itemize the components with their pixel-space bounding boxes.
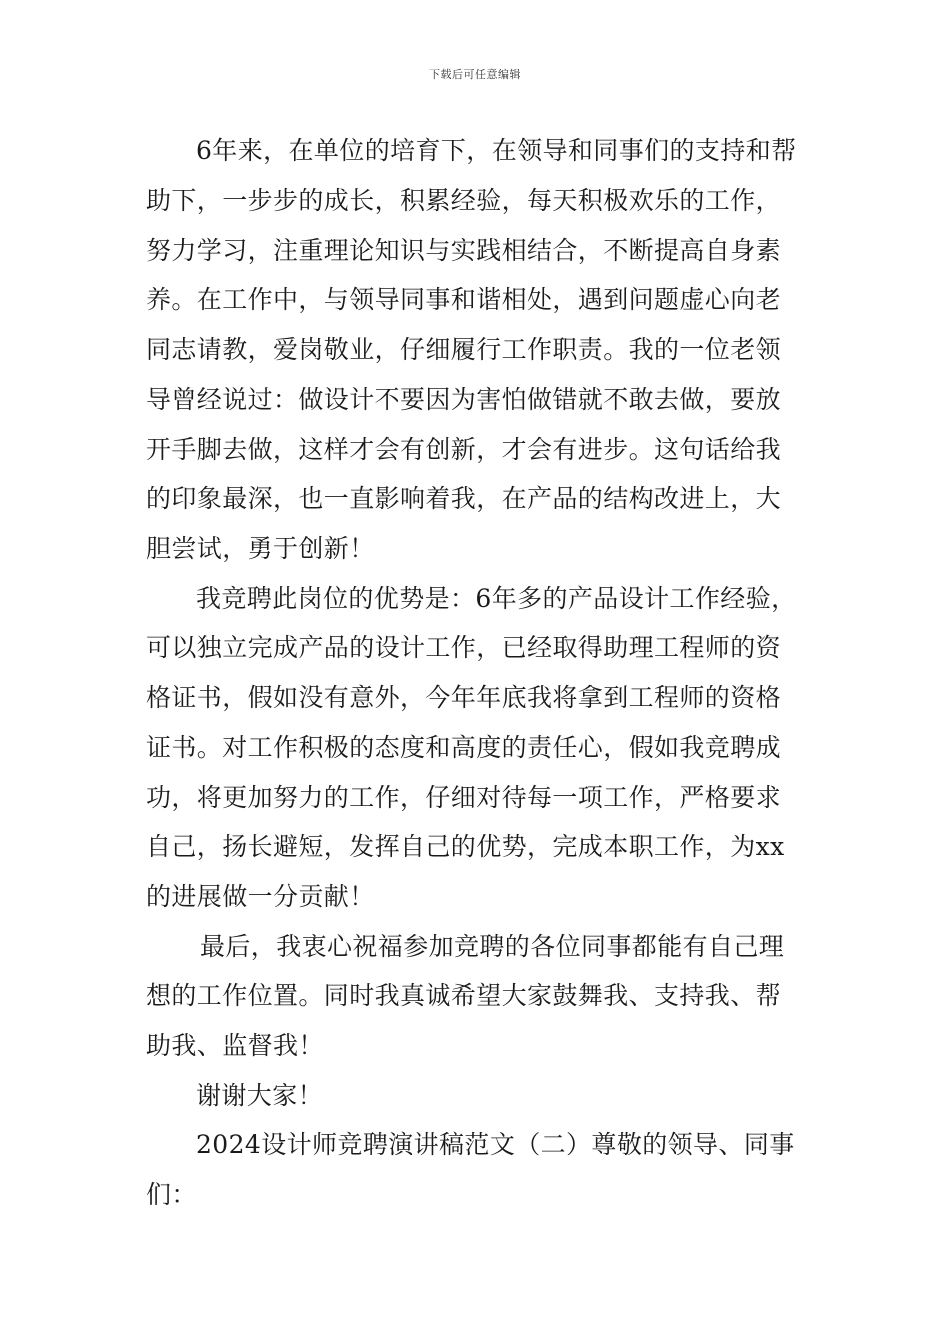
paragraph-line: 胆尝试，勇于创新！ bbox=[146, 534, 375, 563]
paragraph-line: 证书。对工作积极的态度和高度的责任心，假如我竞聘成 bbox=[146, 733, 782, 762]
paragraph-line: 自己，扬长避短，发挥自己的优势，完成本职工作，为xx bbox=[146, 832, 785, 861]
paragraph-line: 助我、监督我！ bbox=[146, 1031, 324, 1060]
paragraph-line: 最后，我衷心祝福参加竞聘的各位同事都能有自己理 bbox=[200, 932, 785, 961]
paragraph-line: 的进展做一分贡献！ bbox=[146, 882, 375, 911]
paragraph-line: 们： bbox=[146, 1180, 197, 1209]
paragraph-line: 开手脚去做，这样才会有创新，才会有进步。这句话给我 bbox=[146, 435, 782, 464]
page-header: 下载后可任意编辑 bbox=[429, 68, 521, 81]
paragraph-line: 养。在工作中，与领导同事和谐相处，遇到问题虚心向老 bbox=[146, 285, 782, 314]
paragraph-line: 谢谢大家！ bbox=[196, 1081, 324, 1110]
paragraph-line: 的印象最深，也一直影响着我，在产品的结构改进上，大 bbox=[146, 484, 782, 513]
paragraph-line: 想的工作位置。同时我真诚希望大家鼓舞我、支持我、帮 bbox=[146, 981, 782, 1010]
paragraph-line: 2024设计师竞聘演讲稿范文（二）尊敬的领导、同事 bbox=[196, 1130, 795, 1159]
paragraph-line: 同志请教，爱岗敬业，仔细履行工作职责。我的一位老领 bbox=[146, 335, 782, 364]
paragraph-line: 我竞聘此岗位的优势是：6年多的产品设计工作经验， bbox=[196, 584, 797, 613]
paragraph-line: 助下，一步步的成长，积累经验，每天积极欢乐的工作， bbox=[146, 186, 782, 215]
paragraph-line: 导曾经说过：做设计不要因为害怕做错就不敢去做，要放 bbox=[146, 385, 782, 414]
paragraph-line: 可以独立完成产品的设计工作，已经取得助理工程师的资 bbox=[146, 633, 782, 662]
paragraph-line: 6年来，在单位的培育下，在领导和同事们的支持和帮 bbox=[196, 136, 797, 165]
paragraph-line: 功，将更加努力的工作，仔细对待每一项工作，严格要求 bbox=[146, 783, 782, 812]
paragraph-line: 努力学习，注重理论知识与实践相结合，不断提高自身素 bbox=[146, 236, 782, 265]
paragraph-line: 格证书，假如没有意外，今年年底我将拿到工程师的资格 bbox=[146, 683, 782, 712]
